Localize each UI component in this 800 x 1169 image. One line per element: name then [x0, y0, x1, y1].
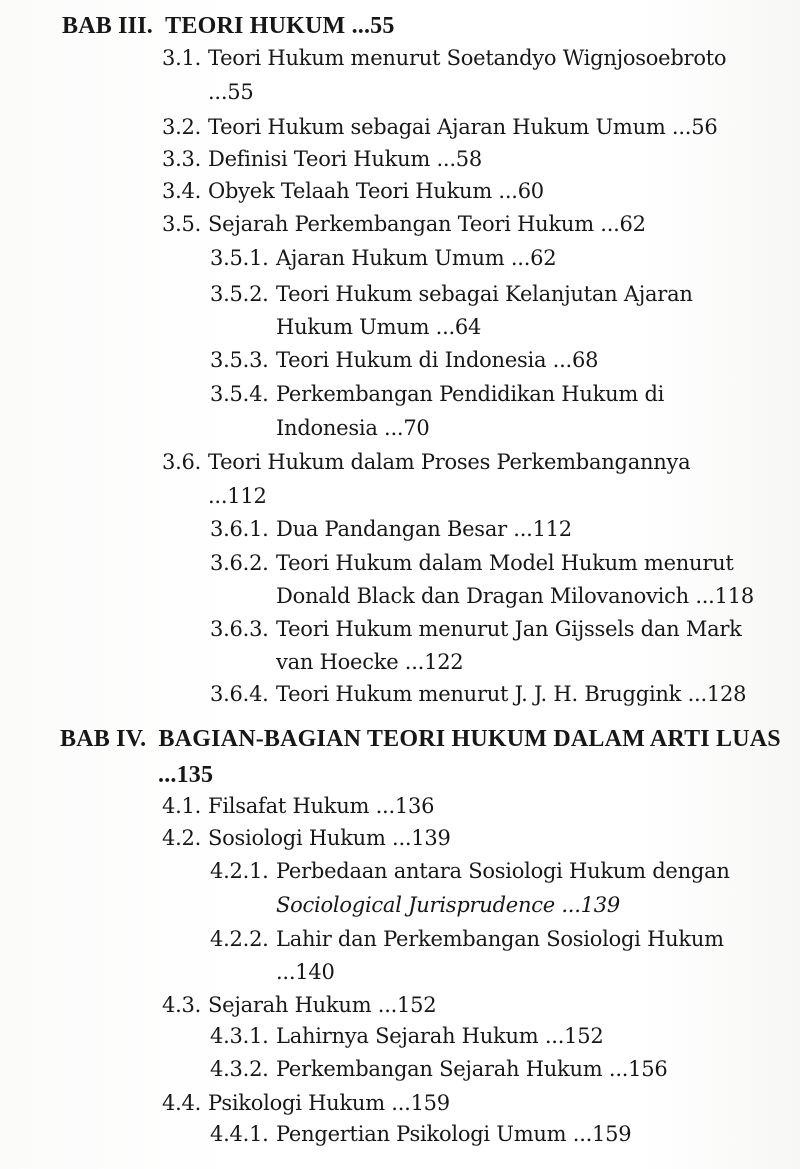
toc-entry-3-5 — [162, 214, 646, 235]
toc-entry-4-2-2-cont — [276, 962, 335, 983]
toc-entry-3-6-3 — [210, 619, 742, 640]
entry-number: 3.5.3. — [210, 348, 269, 372]
entry-title: Teori Hukum sebagai Kelanjutan Ajaran — [276, 282, 693, 306]
chapter-title-cont: ...135 — [158, 762, 214, 788]
entry-title: Lahir dan Perkembangan Sosiologi Hukum — [276, 927, 724, 951]
entry-title: Sejarah Hukum ...152 — [208, 993, 437, 1017]
toc-entry-4-3 — [162, 995, 436, 1016]
entry-title: Sosiologi Hukum ...139 — [208, 826, 451, 850]
entry-title-cont: ...112 — [208, 484, 267, 508]
toc-entry-4-2-2 — [210, 929, 724, 950]
toc-entry-3-4 — [162, 181, 544, 202]
entry-title: Teori Hukum menurut Soetandyo Wignjosoebroto — [208, 46, 727, 70]
toc-entry-3-1 — [162, 48, 726, 69]
entry-number: 3.5.4. — [210, 382, 269, 406]
toc-entry-3-1-page — [208, 82, 254, 103]
entry-title: Obyek Telaah Teori Hukum ...60 — [208, 179, 544, 203]
entry-title: Teori Hukum menurut J. J. H. Bruggink ...128 — [276, 682, 747, 706]
entry-number: 3.6.1. — [210, 517, 269, 541]
entry-title: Filsafat Hukum ...136 — [208, 794, 435, 818]
chapter-label: BAB IV. — [60, 726, 147, 752]
toc-entry-4-2-1-cont — [276, 895, 620, 916]
toc-entry-3-6-2-cont — [276, 586, 754, 607]
entry-title: Teori Hukum di Indonesia ...68 — [276, 348, 599, 372]
entry-number: 4.4.1. — [210, 1122, 269, 1146]
entry-number: 3.2. — [162, 115, 202, 139]
chapter-heading-bab4 — [60, 727, 781, 751]
toc-entry-3-5-4 — [210, 384, 664, 405]
entry-number: 4.3. — [162, 993, 202, 1017]
toc-entry-3-6 — [162, 452, 690, 473]
toc-entry-3-3 — [162, 149, 482, 170]
entry-number: 3.1. — [162, 46, 202, 70]
entry-title-italic: Sociological Jurisprudence — [276, 893, 555, 917]
chapter-title: BAGIAN-BAGIAN TEORI HUKUM DALAM ARTI LUAS — [158, 726, 781, 752]
toc-entry-3-6-page — [208, 486, 267, 507]
entry-title: Teori Hukum dalam Proses Perkembangannya — [208, 450, 691, 474]
entry-title-cont: Hukum Umum ...64 — [276, 315, 482, 339]
chapter-heading-bab4-page — [158, 763, 213, 787]
entry-number: 3.6.4. — [210, 682, 269, 706]
entry-title: Sejarah Perkembangan Teori Hukum ...62 — [208, 212, 646, 236]
entry-title: Teori Hukum dalam Model Hukum menurut — [276, 551, 734, 575]
toc-entry-4-2 — [162, 828, 451, 849]
entry-title: Teori Hukum menurut Jan Gijssels dan Mark — [276, 617, 742, 641]
entry-number: 3.5.2. — [210, 282, 269, 306]
toc-entry-3-2 — [162, 117, 717, 138]
entry-title-cont: ...55 — [208, 80, 254, 104]
entry-number: 3.3. — [162, 147, 202, 171]
entry-number: 4.3.1. — [210, 1024, 269, 1048]
toc-entry-4-3-1 — [210, 1026, 603, 1047]
toc-entry-3-5-2 — [210, 284, 693, 305]
entry-title: Ajaran Hukum Umum ...62 — [276, 246, 557, 270]
toc-entry-3-5-3 — [210, 350, 598, 371]
entry-number: 3.5.1. — [210, 246, 269, 270]
entry-number: 4.1. — [162, 794, 202, 818]
toc-entry-3-5-2-cont — [276, 317, 481, 338]
toc-entry-3-6-4 — [210, 684, 746, 705]
chapter-heading-bab3 — [62, 14, 395, 38]
entry-title: Lahirnya Sejarah Hukum ...152 — [276, 1024, 604, 1048]
toc-entry-4-4-1 — [210, 1124, 631, 1145]
entry-title-cont: ...140 — [276, 960, 335, 984]
entry-title: Dua Pandangan Besar ...112 — [276, 517, 572, 541]
entry-number: 4.2. — [162, 826, 202, 850]
toc-entry-3-5-1 — [210, 248, 556, 269]
entry-title: Definisi Teori Hukum ...58 — [208, 147, 482, 171]
entry-number: 3.6.2. — [210, 551, 269, 575]
entry-number: 4.3.2. — [210, 1057, 269, 1081]
entry-title-cont: Indonesia ...70 — [276, 416, 430, 440]
entry-title-cont: Donald Black dan Dragan Milovanovich ...118 — [276, 584, 754, 608]
entry-number: 3.5. — [162, 212, 202, 236]
toc-entry-3-5-4-cont — [276, 418, 430, 439]
chapter-title: TEORI HUKUM ...55 — [165, 13, 395, 39]
chapter-label: BAB III. — [62, 13, 153, 39]
toc-entry-4-2-1 — [210, 861, 730, 882]
entry-number: 3.6. — [162, 450, 202, 474]
toc-entry-4-1 — [162, 796, 434, 817]
entry-number: 3.6.3. — [210, 617, 269, 641]
entry-title: Psikologi Hukum ...159 — [208, 1091, 450, 1115]
toc-entry-4-3-2 — [210, 1059, 668, 1080]
entry-number: 4.2.1. — [210, 859, 269, 883]
toc-entry-3-6-2 — [210, 553, 734, 574]
entry-title: Perbedaan antara Sosiologi Hukum dengan — [276, 859, 730, 883]
entry-title: Teori Hukum sebagai Ajaran Hukum Umum ...56 — [208, 115, 718, 139]
toc-entry-4-4 — [162, 1093, 450, 1114]
entry-title: Perkembangan Sejarah Hukum ...156 — [276, 1057, 668, 1081]
entry-number: 4.4. — [162, 1091, 202, 1115]
toc-entry-3-6-3-cont — [276, 652, 463, 673]
entry-number: 4.2.2. — [210, 927, 269, 951]
entry-page: ...139 — [554, 893, 620, 917]
entry-number: 3.4. — [162, 179, 202, 203]
toc-entry-3-6-1 — [210, 519, 572, 540]
entry-title-cont: van Hoecke ...122 — [276, 650, 464, 674]
entry-title: Pengertian Psikologi Umum ...159 — [276, 1122, 632, 1146]
entry-title: Perkembangan Pendidikan Hukum di — [276, 382, 665, 406]
